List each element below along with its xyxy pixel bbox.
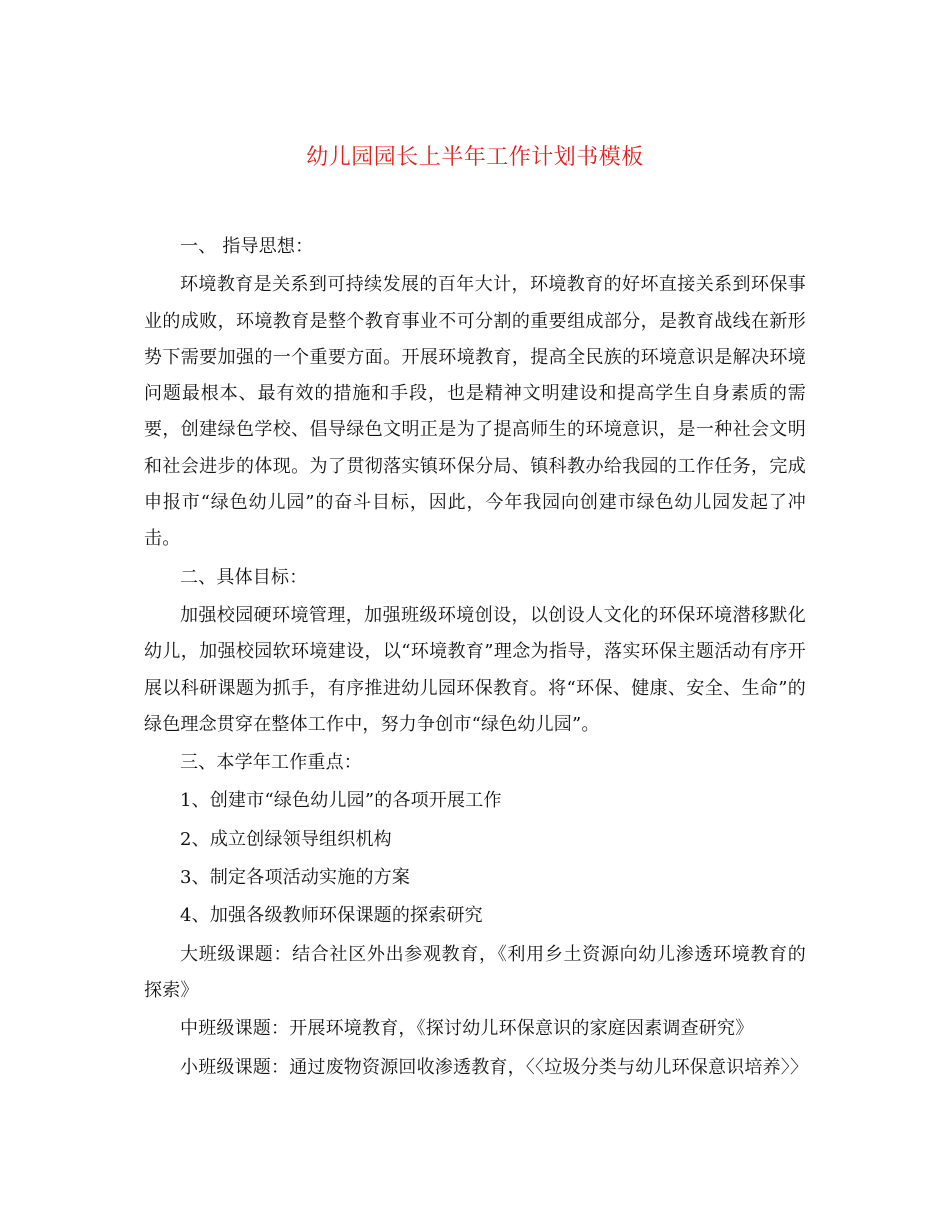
paragraph-junior-class-topic: 小班级课题：通过废物资源回收渗透教育，〈〈垃圾分类与幼儿环保意识培养〉〉 — [180, 1056, 809, 1078]
paragraph-guiding-ideology: 环境教育是关系到可持续发展的百年大计，环境教育的好坏直接关系到环保事业的成败，环境教育是整个教育事业不可分割的重要组成部分，是教育战线在新形势下需要加强的一个重要方面。开展环境教育，提高全民族的环境意识是解决环境问题最根本、最有效的措施和手段，也是精神文明建设和提高学生自身素质的需要，创建绿色学校、倡导绿色文明正是为了提高师生的环境意识，是一种社会文明和社会进步的体现。为了贯彻落实镇环保分局、镇科教办给我园的工作任务，完成申报市“绿色幼儿园”的奋斗目标，因此，今年我园向创建市绿色幼儿园发起了冲击。 — [144, 274, 806, 550]
list-item-3: 3、制定各项活动实施的方案 — [180, 867, 411, 889]
paragraph-middle-class-topic: 中班级课题：开展环境教育，《探讨幼儿环保意识的家庭因素调查研究》 — [180, 1018, 754, 1040]
list-item-4: 4、加强各级教师环保课题的探索研究 — [180, 905, 483, 927]
section-heading-guiding-ideology: 一、 指导思想： — [180, 236, 314, 257]
list-item-1: 1、创建市“绿色幼儿园”的各项开展工作 — [180, 790, 502, 812]
paragraph-senior-class-topic: 大班级课题：结合社区外出参观教育，《利用乡土资源向幼儿渗透环境教育的探索》 — [144, 943, 806, 1001]
document-title: 幼儿园园长上半年工作计划书模板 — [306, 145, 644, 170]
section-heading-specific-goals: 二、具体目标： — [180, 566, 308, 588]
paragraph-specific-goals: 加强校园硬环境管理，加强班级环境创设，以创设人文化的环保环境潜移默化幼儿，加强校园软环境建设，以“环境教育”理念为指导，落实环保主题活动有序开展以科研课题为抓手，有序推进幼儿园环保教育。将“环保、健康、安全、生命”的绿色理念贯穿在整体工作中，努力争创市“绿色幼儿园”。 — [144, 604, 806, 735]
document-body — [144, 229, 809, 1088]
list-item-2: 2、成立创绿领导组织机构 — [180, 828, 392, 850]
section-heading-work-focus: 三、本学年工作重点： — [180, 752, 362, 774]
